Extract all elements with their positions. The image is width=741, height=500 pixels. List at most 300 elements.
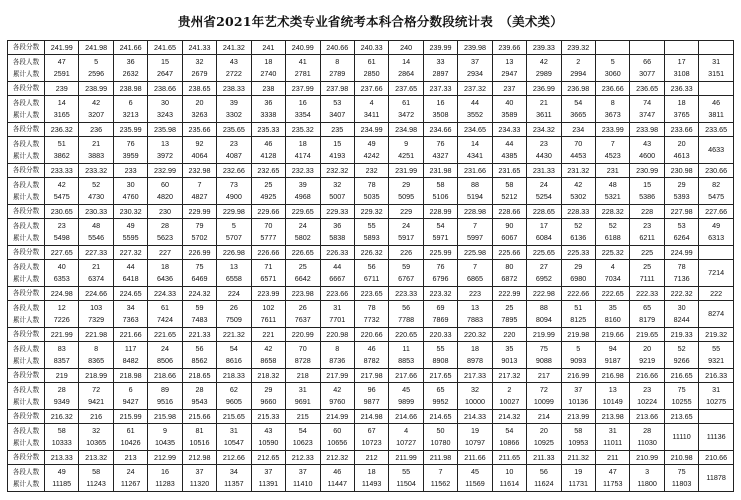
score-cell: 228 xyxy=(630,205,664,219)
count-cumulative-cell xyxy=(389,301,423,328)
score-cell: 221.32 xyxy=(217,328,251,342)
score-cell: 231.66 xyxy=(458,164,492,178)
score-cell: 241.66 xyxy=(113,41,147,55)
score-cell: 231.65 xyxy=(492,164,526,178)
score-cell: 232.33 xyxy=(286,164,320,178)
count-value: 18 xyxy=(264,57,273,66)
score-cell: 214 xyxy=(527,410,561,424)
count-cumulative-label xyxy=(8,342,45,369)
count-cumulative-cell xyxy=(182,465,216,492)
cumulative-value: 4174 xyxy=(294,151,311,160)
count-value: 13 xyxy=(229,262,238,271)
cumulative-value: 2632 xyxy=(122,69,139,78)
count-value: 49 xyxy=(126,221,135,230)
cumulative-value: 3665 xyxy=(570,110,587,119)
count-cumulative-cell xyxy=(251,301,285,328)
score-row-label: 各段分数 xyxy=(8,123,45,137)
cumulative-value: 11410 xyxy=(293,479,313,488)
count-cumulative-label xyxy=(8,96,45,123)
count-cumulative-cell xyxy=(182,96,216,123)
count-cumulative-cell xyxy=(458,301,492,328)
score-cell xyxy=(699,41,734,55)
count-value: 21 xyxy=(92,139,101,148)
count-cumulative-cell xyxy=(251,55,285,82)
count-cumulative-cell xyxy=(458,424,492,451)
count-value: 52 xyxy=(608,221,617,230)
score-cell: 226.66 xyxy=(251,246,285,260)
count-cumulative-cell xyxy=(45,260,79,287)
score-cell: 213 xyxy=(113,451,147,465)
score-cell: 236.32 xyxy=(45,123,79,137)
cumulative-value: 5546 xyxy=(88,233,105,242)
score-cell: 240.99 xyxy=(286,41,320,55)
count-label: 各段人数 xyxy=(12,222,40,230)
count-cumulative-cell xyxy=(630,137,664,164)
count-cumulative-row xyxy=(8,137,734,164)
count-value: 31 xyxy=(608,426,617,435)
cumulative-value: 2934 xyxy=(466,69,483,78)
cumulative-value: 10255 xyxy=(671,397,692,406)
count-cumulative-cell xyxy=(699,55,734,82)
count-value: 36 xyxy=(264,98,273,107)
cumulative-value: 7732 xyxy=(363,315,380,324)
count-cumulative-cell xyxy=(148,342,182,369)
score-cell xyxy=(664,41,698,55)
count-cumulative-row xyxy=(8,342,734,369)
count-cumulative-cell xyxy=(527,301,561,328)
count-cumulative-cell xyxy=(217,137,251,164)
score-cell: 240.33 xyxy=(354,41,388,55)
page-title: 贵州省2021年艺术类专业省统考本科合格分数段统计表 （美术类） xyxy=(178,14,563,29)
count-value: 42 xyxy=(92,98,101,107)
score-cell: 241 xyxy=(251,41,285,55)
score-cell: 212.33 xyxy=(286,451,320,465)
count-value: 42 xyxy=(264,344,273,353)
cumulative-value: 7895 xyxy=(501,315,518,324)
cumulative-value: 10333 xyxy=(51,438,72,447)
cumulative-value: 4087 xyxy=(225,151,242,160)
score-cell xyxy=(699,246,734,260)
score-cell: 223.98 xyxy=(286,287,320,301)
cumulative-value: 7034 xyxy=(604,274,621,283)
count-cumulative-cell xyxy=(458,219,492,246)
score-cell: 225.99 xyxy=(423,246,457,260)
score-cell xyxy=(699,82,734,96)
cumulative-value: 4633 xyxy=(708,145,725,154)
score-row-label: 各段分数 xyxy=(8,41,45,55)
count-cumulative-cell xyxy=(699,342,734,369)
count-value: 23 xyxy=(229,139,238,148)
score-cell: 219.98 xyxy=(561,328,595,342)
count-cumulative-cell xyxy=(148,465,182,492)
score-cell: 235.98 xyxy=(148,123,182,137)
count-cumulative-cell xyxy=(423,301,457,328)
count-cumulative-cell xyxy=(113,342,147,369)
score-cell: 216.33 xyxy=(699,369,734,383)
count-cumulative-cell xyxy=(492,219,526,246)
score-cell: 229.32 xyxy=(354,205,388,219)
count-value: 7 xyxy=(472,221,477,230)
cumulative-value: 6084 xyxy=(535,233,552,242)
count-cumulative-cell xyxy=(45,465,79,492)
count-value: 49 xyxy=(712,221,721,230)
cumulative-value: 6374 xyxy=(88,274,105,283)
count-cumulative-row xyxy=(8,219,734,246)
count-value: 45 xyxy=(402,385,411,394)
count-value: 16 xyxy=(161,467,170,476)
cumulative-value: 11267 xyxy=(120,479,141,488)
cumulative-value: 6469 xyxy=(191,274,208,283)
count-value: 18 xyxy=(161,262,170,271)
count-cumulative-cell xyxy=(182,260,216,287)
count-cumulative-cell xyxy=(492,55,526,82)
count-value: 25 xyxy=(643,262,652,271)
count-value: 58 xyxy=(57,426,66,435)
cumulative-value: 5917 xyxy=(398,233,415,242)
cumulative-value: 3589 xyxy=(501,110,518,119)
score-cell: 234.99 xyxy=(354,123,388,137)
score-row-label: 各段分数 xyxy=(8,287,45,301)
score-cell: 235.65 xyxy=(217,123,251,137)
cumulative-value: 3077 xyxy=(639,69,656,78)
score-cell: 228.66 xyxy=(492,205,526,219)
cumulative-value: 11504 xyxy=(396,479,416,488)
count-cumulative-cell xyxy=(561,96,595,123)
count-value: 36 xyxy=(333,221,342,230)
count-value: 37 xyxy=(195,467,204,476)
count-cumulative-cell xyxy=(354,137,388,164)
score-cell: 225.33 xyxy=(561,246,595,260)
score-row-label: 各段分数 xyxy=(8,164,45,178)
count-value: 66 xyxy=(643,57,652,66)
cumulative-value: 6067 xyxy=(501,233,518,242)
count-cumulative-cell xyxy=(217,465,251,492)
count-value: 37 xyxy=(264,467,273,476)
score-row xyxy=(8,369,734,383)
score-cell: 217.65 xyxy=(423,369,457,383)
score-cell: 225 xyxy=(630,246,664,260)
cumulative-value: 6796 xyxy=(432,274,449,283)
score-cell: 241.65 xyxy=(148,41,182,55)
cumulative-value: 4128 xyxy=(260,151,277,160)
score-cell: 233.66 xyxy=(664,123,698,137)
count-value: 56 xyxy=(195,344,204,353)
count-cumulative-cell xyxy=(492,301,526,328)
cumulative-value: 3862 xyxy=(53,151,70,160)
count-cumulative-cell xyxy=(79,260,113,287)
count-value: 58 xyxy=(505,180,514,189)
count-cumulative-cell xyxy=(664,342,698,369)
score-cell: 229.99 xyxy=(182,205,216,219)
cumulative-value: 11283 xyxy=(155,479,175,488)
cumulative-value: 11614 xyxy=(499,479,520,488)
count-value: 7 xyxy=(438,467,443,476)
score-cell: 210.66 xyxy=(699,451,734,465)
count-cumulative-cell xyxy=(217,55,251,82)
cumulative-value: 11357 xyxy=(224,479,244,488)
cumulative-label: 累计人数 xyxy=(12,316,40,324)
score-cell: 220.99 xyxy=(286,328,320,342)
count-cumulative-row xyxy=(8,465,734,492)
cumulative-value: 10723 xyxy=(361,438,382,447)
count-value: 21 xyxy=(539,98,548,107)
cumulative-value: 10099 xyxy=(533,397,554,406)
count-value: 76 xyxy=(436,262,445,271)
score-cell: 218.99 xyxy=(79,369,113,383)
count-value: 46 xyxy=(264,139,273,148)
count-cumulative-cell xyxy=(45,383,79,410)
count-value: 20 xyxy=(539,426,548,435)
score-cell: 213.65 xyxy=(664,410,698,424)
count-cumulative-cell xyxy=(664,219,698,246)
count-cumulative-cell xyxy=(45,219,79,246)
cumulative-value: 5802 xyxy=(294,233,311,242)
count-cumulative-cell xyxy=(423,465,457,492)
count-value: 61 xyxy=(402,98,411,107)
count-value: 4 xyxy=(610,262,615,271)
count-value: 39 xyxy=(298,180,307,189)
count-value: 17 xyxy=(677,57,686,66)
cumulative-value: 10275 xyxy=(706,397,727,406)
count-value: 14 xyxy=(402,57,411,66)
cumulative-value: 4827 xyxy=(191,192,208,201)
count-cumulative-cell xyxy=(286,178,320,205)
count-cumulative-cell xyxy=(664,178,698,205)
cumulative-value: 8853 xyxy=(398,356,415,365)
count-value: 35 xyxy=(608,303,617,312)
count-label: 各段人数 xyxy=(12,263,40,271)
score-cell: 217.98 xyxy=(354,369,388,383)
count-value: 54 xyxy=(574,98,583,107)
count-value: 24 xyxy=(126,467,135,476)
score-cell: 226.32 xyxy=(354,246,388,260)
cumulative-value: 6667 xyxy=(329,274,346,283)
count-cumulative-cell xyxy=(561,465,595,492)
count-cumulative-cell xyxy=(217,424,251,451)
cumulative-value: 11243 xyxy=(86,479,106,488)
count-value: 31 xyxy=(712,385,721,394)
count-value: 74 xyxy=(643,98,652,107)
count-cumulative-cell xyxy=(423,260,457,287)
count-cumulative-label xyxy=(8,178,45,205)
count-value: 54 xyxy=(505,426,514,435)
score-cell: 223.99 xyxy=(251,287,285,301)
score-cell: 237.33 xyxy=(423,82,457,96)
count-value: 56 xyxy=(367,262,376,271)
count-value: 46 xyxy=(333,467,342,476)
score-cell: 221 xyxy=(251,328,285,342)
count-cumulative-cell xyxy=(458,383,492,410)
score-cell: 238.33 xyxy=(217,82,251,96)
count-cumulative-cell xyxy=(389,260,423,287)
score-cell: 232.66 xyxy=(217,164,251,178)
count-cumulative-cell xyxy=(251,96,285,123)
score-cell: 218.98 xyxy=(113,369,147,383)
score-row-label: 各段分数 xyxy=(8,205,45,219)
score-cell: 215 xyxy=(286,410,320,424)
score-cell: 230.99 xyxy=(630,164,664,178)
score-cell: 221.98 xyxy=(79,328,113,342)
score-cell: 230.32 xyxy=(113,205,147,219)
count-cumulative-cell xyxy=(527,219,561,246)
score-cell: 221.66 xyxy=(113,328,147,342)
count-value: 47 xyxy=(608,467,617,476)
count-value: 50 xyxy=(436,426,445,435)
score-cell: 239.33 xyxy=(527,41,561,55)
count-value: 40 xyxy=(505,98,514,107)
cumulative-value: 3108 xyxy=(673,69,690,78)
score-cell: 220.32 xyxy=(458,328,492,342)
score-cell: 226.98 xyxy=(217,246,251,260)
count-value: 44 xyxy=(333,262,342,271)
count-value: 18 xyxy=(298,139,307,148)
cumulative-value: 4925 xyxy=(260,192,277,201)
count-cumulative-cell xyxy=(79,178,113,205)
count-cumulative-cell xyxy=(527,424,561,451)
count-cumulative-cell xyxy=(45,55,79,82)
score-cell: 224.98 xyxy=(45,287,79,301)
count-value: 23 xyxy=(539,139,548,148)
cumulative-value: 8179 xyxy=(639,315,656,324)
cumulative-value: 4730 xyxy=(88,192,105,201)
count-cumulative-cell xyxy=(423,55,457,82)
count-value: 42 xyxy=(574,180,583,189)
count-value: 76 xyxy=(436,139,445,148)
count-cumulative-cell xyxy=(664,96,698,123)
count-cumulative-cell xyxy=(561,137,595,164)
cumulative-value: 6872 xyxy=(501,274,518,283)
count-value: 69 xyxy=(436,303,445,312)
cumulative-value: 11562 xyxy=(430,479,451,488)
cumulative-value: 10426 xyxy=(120,438,141,447)
count-value: 48 xyxy=(608,180,617,189)
count-value: 83 xyxy=(57,344,66,353)
count-cumulative-row xyxy=(8,301,734,328)
count-cumulative-cell xyxy=(664,260,698,287)
count-value: 51 xyxy=(57,139,66,148)
count-cumulative-label xyxy=(8,219,45,246)
cumulative-label: 累计人数 xyxy=(12,398,40,406)
count-value: 75 xyxy=(539,344,548,353)
count-cumulative-cell xyxy=(320,55,354,82)
count-value: 37 xyxy=(470,57,479,66)
count-cumulative-cell xyxy=(148,55,182,82)
cumulative-value: 2864 xyxy=(398,69,415,78)
count-value: 28 xyxy=(643,426,652,435)
cumulative-value: 10136 xyxy=(568,397,589,406)
count-value: 23 xyxy=(57,221,66,230)
score-row-label: 各段分数 xyxy=(8,410,45,424)
cumulative-value: 6865 xyxy=(466,274,483,283)
score-row xyxy=(8,205,734,219)
cumulative-value: 3407 xyxy=(329,110,346,119)
cumulative-value: 7509 xyxy=(225,315,242,324)
count-label: 各段人数 xyxy=(12,386,40,394)
cumulative-value: 11753 xyxy=(602,479,623,488)
count-cumulative-cell xyxy=(630,55,664,82)
score-cell: 232.32 xyxy=(320,164,354,178)
count-cumulative-cell xyxy=(79,219,113,246)
count-value: 55 xyxy=(436,344,445,353)
count-cumulative-cell xyxy=(389,424,423,451)
cumulative-value: 3747 xyxy=(639,110,656,119)
count-value: 46 xyxy=(367,344,376,353)
count-cumulative-cell xyxy=(286,301,320,328)
count-value: 58 xyxy=(92,467,101,476)
score-cell: 225.98 xyxy=(458,246,492,260)
count-cumulative-cell xyxy=(423,383,457,410)
cumulative-value: 6353 xyxy=(53,274,70,283)
score-cell: 239.32 xyxy=(561,41,595,55)
score-cell: 235.32 xyxy=(286,123,320,137)
cumulative-value: 3552 xyxy=(466,110,483,119)
score-row xyxy=(8,328,734,342)
score-cell: 241.98 xyxy=(79,41,113,55)
count-cumulative-cell xyxy=(561,178,595,205)
score-cell: 217.32 xyxy=(492,369,526,383)
cumulative-value: 9349 xyxy=(53,397,70,406)
cumulative-value: 3765 xyxy=(673,110,690,119)
count-value: 32 xyxy=(470,385,479,394)
count-value: 89 xyxy=(161,385,170,394)
count-value: 13 xyxy=(470,303,479,312)
cumulative-value: 3151 xyxy=(708,69,725,78)
score-cell: 215.99 xyxy=(113,410,147,424)
count-value: 72 xyxy=(92,385,101,394)
cumulative-value: 2740 xyxy=(260,69,277,78)
score-row xyxy=(8,451,734,465)
count-value: 25 xyxy=(264,180,273,189)
cumulative-value: 7701 xyxy=(329,315,346,324)
count-value: 102 xyxy=(262,303,275,312)
cumulative-value: 5702 xyxy=(191,233,208,242)
count-value: 62 xyxy=(229,385,238,394)
cumulative-value: 7611 xyxy=(260,315,277,324)
score-row-label: 各段分数 xyxy=(8,328,45,342)
count-cumulative-cell xyxy=(182,342,216,369)
cumulative-value: 6211 xyxy=(639,233,655,242)
count-value: 42 xyxy=(539,57,548,66)
score-cell: 211.99 xyxy=(389,451,423,465)
score-cell: 238.99 xyxy=(79,82,113,96)
count-value: 24 xyxy=(402,221,411,230)
count-cumulative-cell xyxy=(561,301,595,328)
count-cumulative-cell xyxy=(699,383,734,410)
score-cell: 211 xyxy=(596,451,630,465)
count-cumulative-cell xyxy=(182,178,216,205)
score-cell: 233.99 xyxy=(596,123,630,137)
count-cumulative-cell xyxy=(561,260,595,287)
cumulative-value: 3354 xyxy=(294,110,311,119)
count-value: 15 xyxy=(333,139,342,148)
count-cumulative-cell xyxy=(79,465,113,492)
cumulative-value: 10656 xyxy=(327,438,348,447)
count-cumulative-cell xyxy=(527,383,561,410)
score-cell: 212.98 xyxy=(182,451,216,465)
count-cumulative-cell xyxy=(148,301,182,328)
score-cell: 229.33 xyxy=(320,205,354,219)
count-cumulative-label xyxy=(8,465,45,492)
cumulative-value: 8506 xyxy=(157,356,174,365)
score-cell: 218.65 xyxy=(182,369,216,383)
count-cumulative-cell xyxy=(458,465,492,492)
cumulative-value: 6711 xyxy=(363,274,380,283)
count-value: 90 xyxy=(505,221,514,230)
count-value: 80 xyxy=(505,262,514,271)
count-cumulative-cell xyxy=(423,178,457,205)
count-cumulative-cell xyxy=(699,301,734,328)
count-cumulative-cell xyxy=(664,55,698,82)
